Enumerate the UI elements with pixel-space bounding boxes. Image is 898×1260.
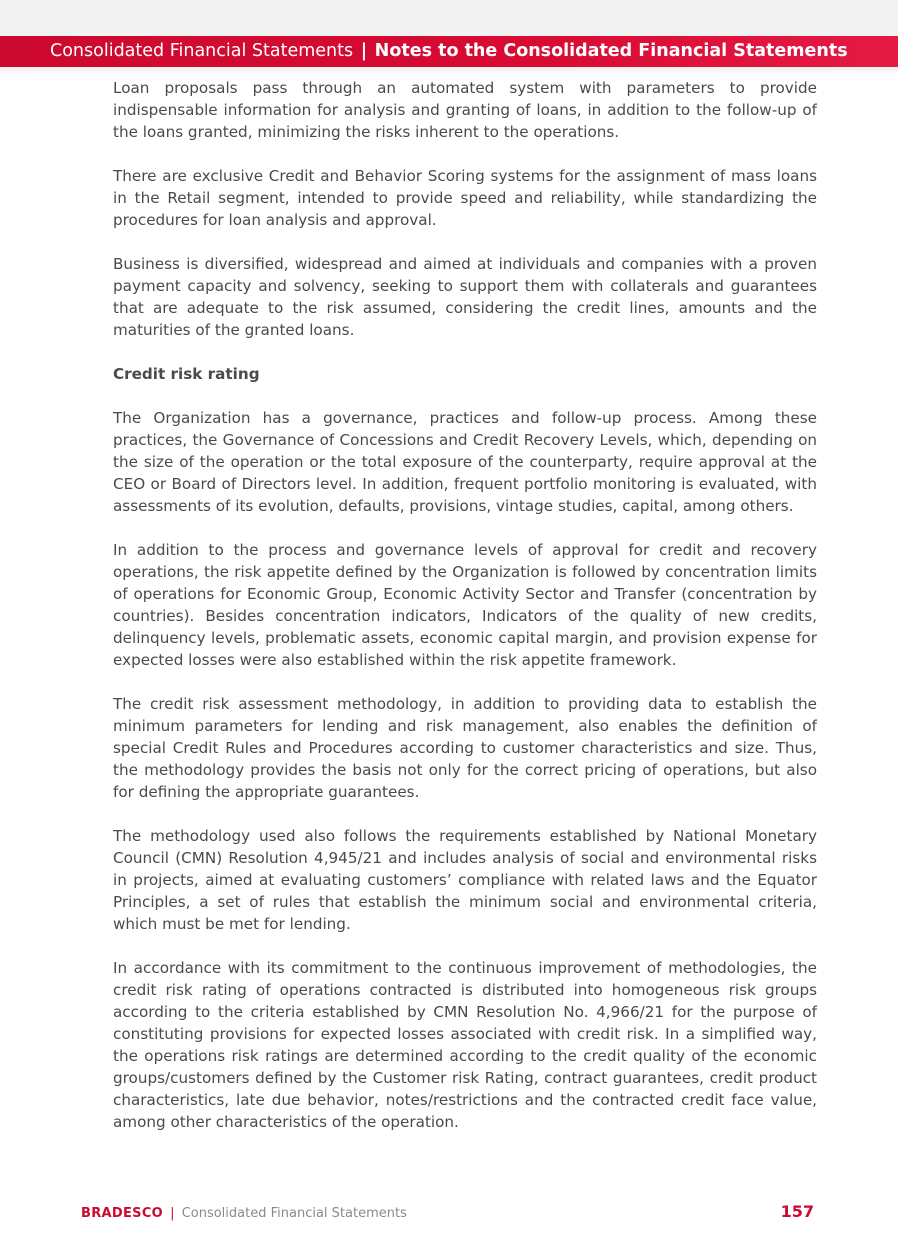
paragraph-risk-appetite: In addition to the process and governance levels of approval for credit and recovery operations, the risk appetite defined by the Organization is followed by concentration limits of operations for Economic Group, Economic Activity Sector and Transfer (concentration by countries). Besides concentration indicators, Indicators of the quality of new credits, delinquency levels, problematic assets, economic capital margin, and provision expense for expected losses were also established within the risk appetite framework. — [113, 541, 817, 669]
paragraph-continuous-improvement: In accordance with its commitment to the continuous improvement of methodologies, the credit risk rating of operations contracted is distributed into homogeneous risk groups according to the criteria established by CMN Resolution No. 4,966/21 for the purpose of constituting provisions for expected losses associated with credit risk. In a simplified way, the operations risk ratings are determined according to the credit quality of the economic groups/customers defined by the Customer risk Rating, contract guarantees, credit product characteristics, late due behavior, notes/restrictions and the contracted credit face value, among other characteristics of the operation. — [113, 959, 817, 1131]
page-header — [0, 36, 898, 67]
section-heading-credit-risk-rating: Credit risk rating — [113, 365, 260, 383]
paragraph-business-diversified: Business is diversified, widespread and aimed at individuals and companies with a proven payment capacity and solvency, seeking to support them with collaterals and guarantees that are adequate to the risk assumed, considering the credit lines, amounts and the maturities of the granted loans. — [113, 255, 817, 339]
header-shadow — [0, 67, 898, 75]
header-separator: | — [360, 41, 368, 61]
paragraph-scoring-systems: There are exclusive Credit and Behavior Scoring systems for the assignment of mass loans in the Retail segment, intended to provide speed and reliability, while standardizing the procedures for loan analysis and approval. — [113, 167, 817, 229]
main-content — [113, 77, 817, 1155]
top-band — [0, 0, 898, 36]
footer-separator: | — [170, 1206, 175, 1221]
paragraph-cmn-resolution: The methodology used also follows the requirements established by National Monetary Council (CMN) Resolution 4,945/21 and includes analysis of social and environmental risks in projects, aimed at evaluating customers’ compliance with related laws and the Equator Principles, a set of rules that establish the minimum social and environmental criteria, which must be met for lending. — [113, 827, 817, 933]
paragraph-governance: The Organization has a governance, practices and follow-up process. Among these practices, the Governance of Concessions and Credit Recovery Levels, which, depending on the size of the operation or the total exposure of the counterparty, require approval at the CEO or Board of Directors level. In addition, frequent portfolio monitoring is evaluated, with assessments of its evolution, defaults, provisions, vintage studies, capital, among others. — [113, 409, 817, 515]
paragraph-loan-proposals: Loan proposals pass through an automated system with parameters to provide indispensable information for analysis and granting of loans, in addition to the follow-up of the loans granted, minimizing the risks inherent to the operations. — [113, 79, 817, 141]
header-section-title: Consolidated Financial Statements — [50, 41, 354, 61]
page-number: 157 — [780, 1202, 814, 1221]
header-subsection-title: Notes to the Consolidated Financial Statements — [374, 41, 848, 61]
footer-brand: BRADESCO — [81, 1206, 164, 1221]
page-footer — [81, 1204, 407, 1224]
paragraph-assessment-methodology: The credit risk assessment methodology, in addition to providing data to establish the minimum parameters for lending and risk management, also enables the definition of special Credit Rules and Procedures according to customer characteristics and size. Thus, the methodology provides the basis not only for the correct pricing of operations, but also for defining the appropriate guarantees. — [113, 695, 817, 801]
footer-document-title: Consolidated Financial Statements — [181, 1206, 407, 1221]
